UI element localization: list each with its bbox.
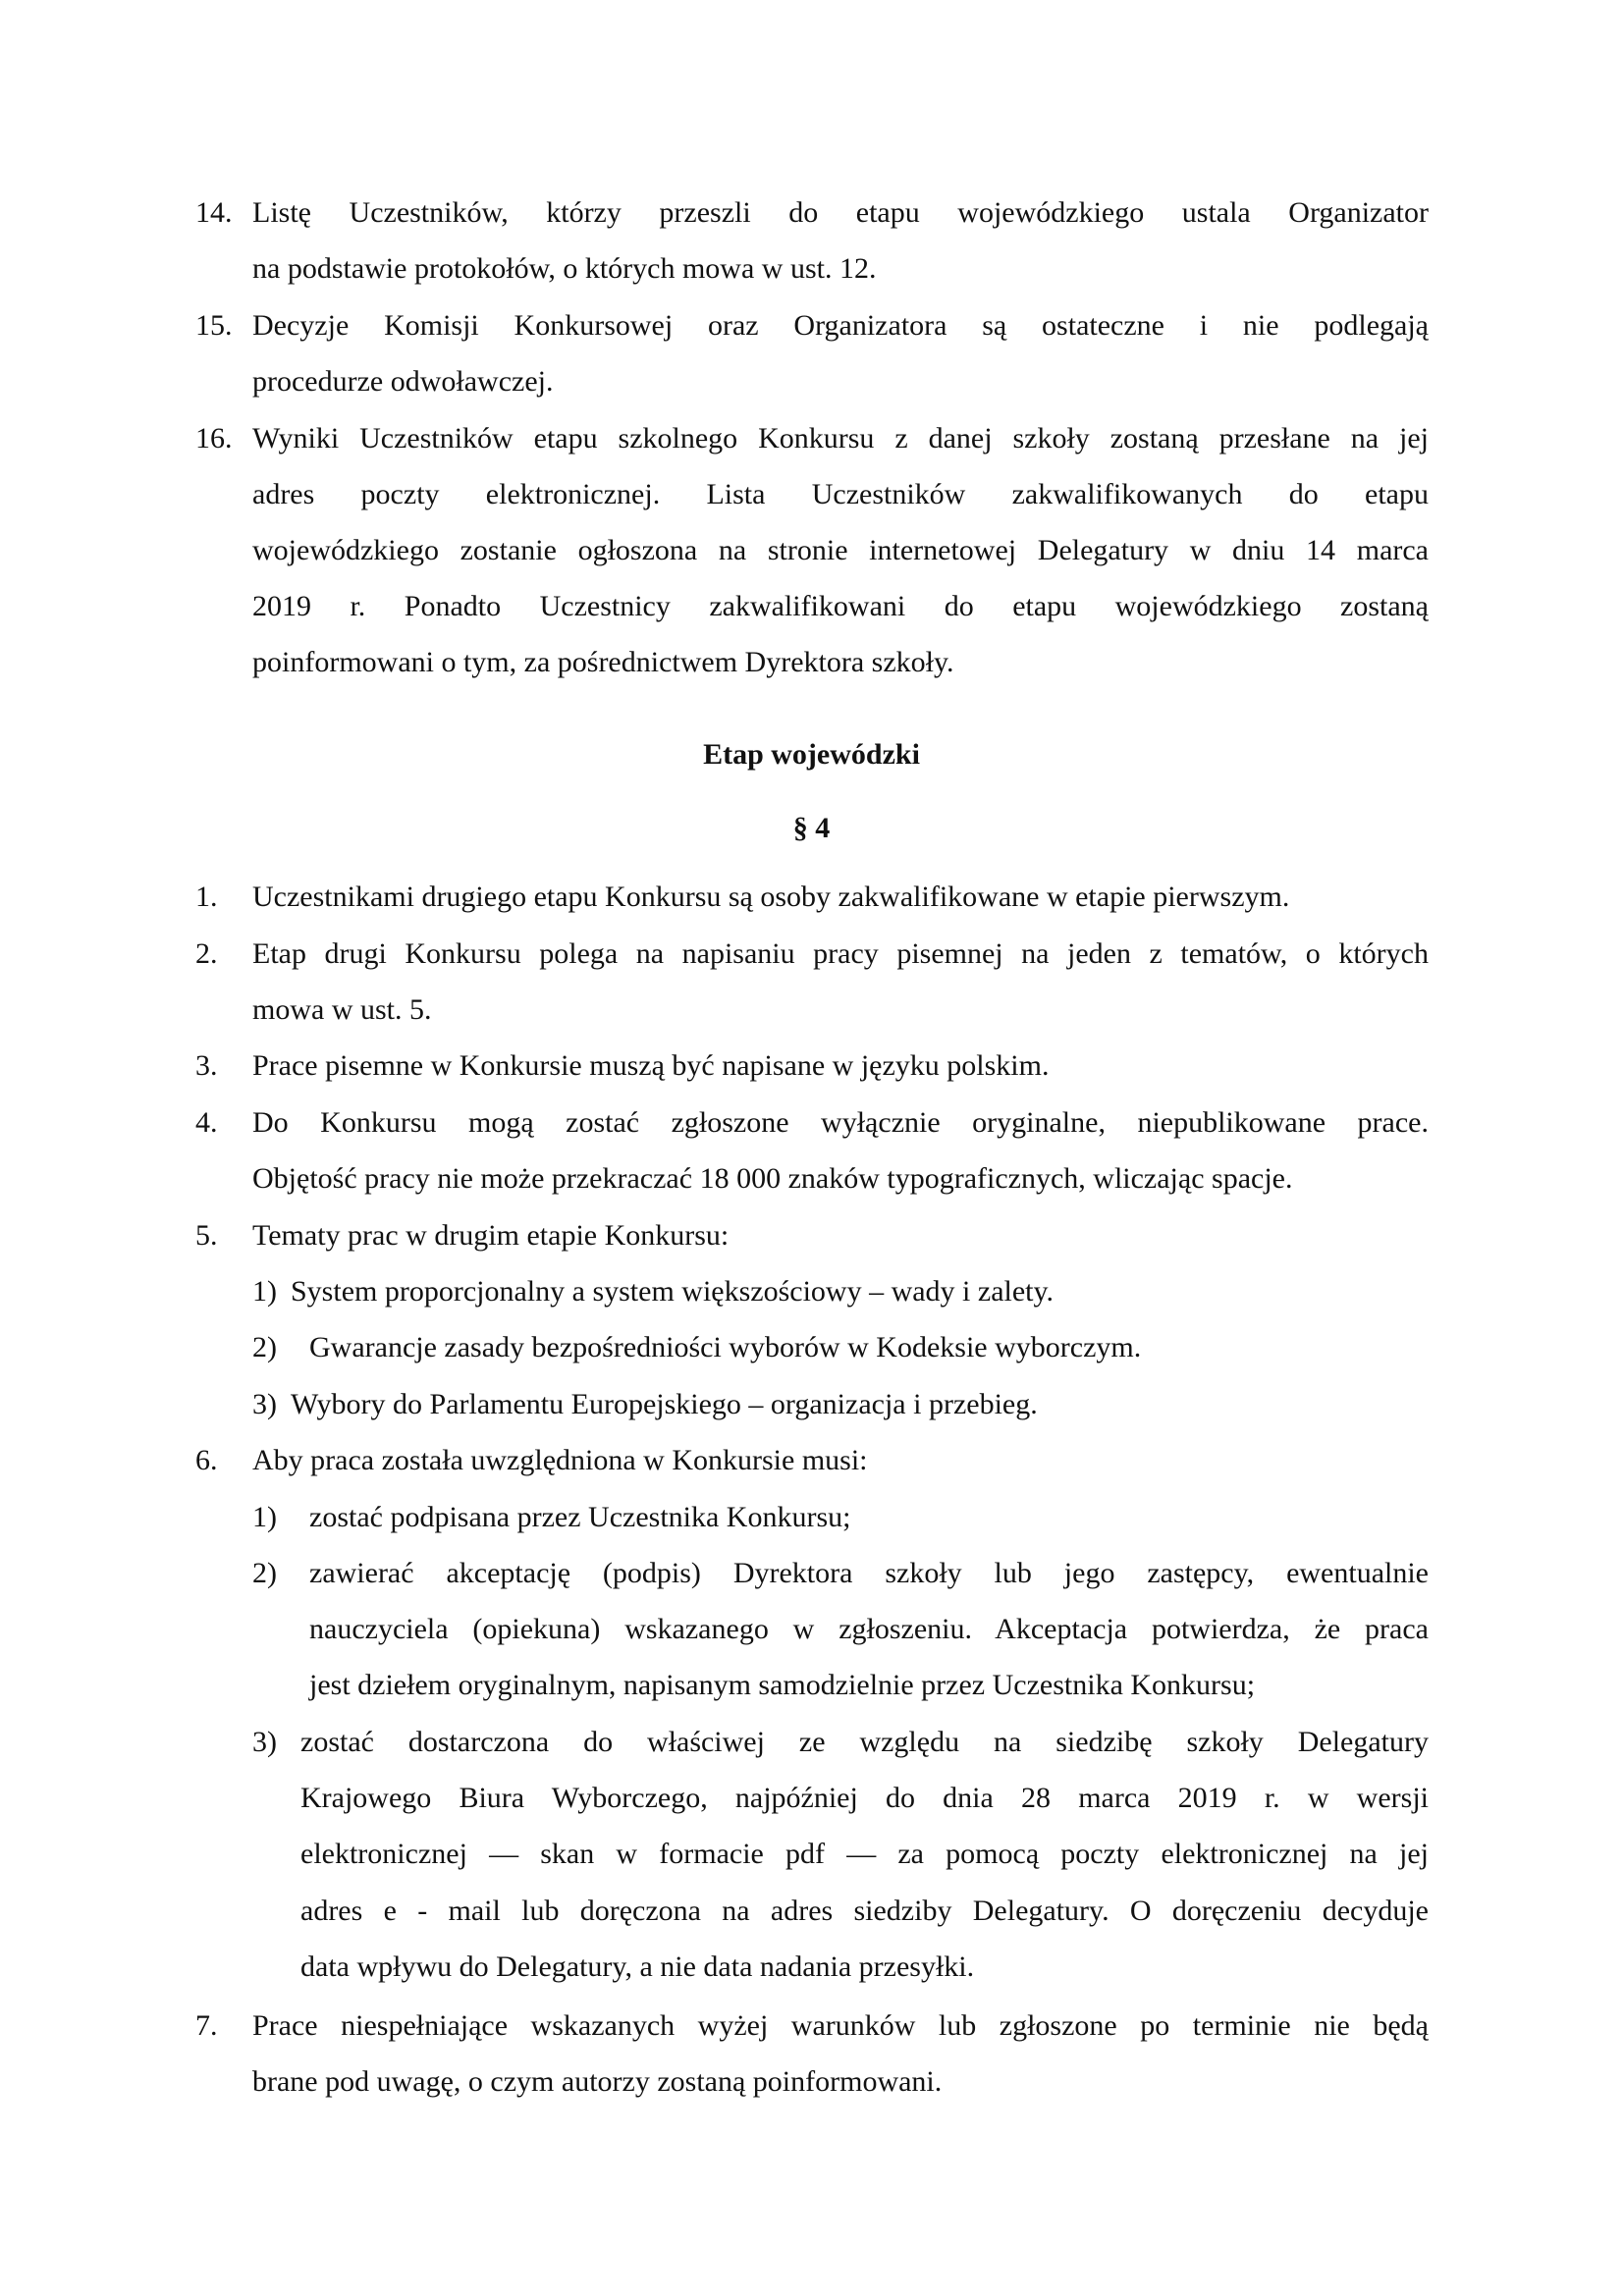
paragraph-mark: § 4 (792, 812, 831, 844)
subitem-text-line: System proporcjonalny a system większościowy – wady i zalety. (291, 1275, 1055, 1308)
item-text-line: Prace niespełniające wskazanych wyżej warunków lub zgłoszone po terminie nie będą (252, 2009, 1429, 2042)
subitem-text-line: adres e - mail lub doręczona na adres siedziby Delegatury. O doręczeniu decyduje (300, 1895, 1429, 1927)
item-text-line: poinformowani o tym, za pośrednictwem Dyrektora szkoły. (252, 646, 954, 678)
item-text-line: adres poczty elektronicznej. Lista Uczestników zakwalifikowanych do etapu (252, 478, 1429, 510)
subitem-text-line: zawierać akceptację (podpis) Dyrektora szkoły lub jego zastępcy, ewentualnie (309, 1557, 1429, 1589)
item-number: 15. (195, 309, 233, 342)
subitem-number: 2) (252, 1331, 277, 1363)
item-text-line: Objętość pracy nie może przekraczać 18 000 znaków typograficznych, wliczając spacje. (252, 1162, 1293, 1195)
subitem-text-line: zostać dostarczona do właściwej ze względu na siedzibę szkoły Delegatury (300, 1726, 1429, 1758)
item-text-line: na podstawie protokołów, o których mowa w ust. 12. (252, 252, 877, 285)
subitem-text-line: zostać podpisana przez Uczestnika Konkursu; (309, 1501, 851, 1533)
item-text-line: Uczestnikami drugiego etapu Konkursu są osoby zakwalifikowane w etapie pierwszym. (252, 881, 1290, 913)
subitem-number: 1) (252, 1501, 277, 1533)
item-number: 16. (195, 422, 233, 454)
item-text-line: Tematy prac w drugim etapie Konkursu: (252, 1219, 730, 1252)
item-text-line: mowa w ust. 5. (252, 993, 432, 1026)
item-number: 4. (195, 1106, 218, 1139)
section-heading: Etap wojewódzki (703, 738, 920, 771)
item-text-line: Do Konkursu mogą zostać zgłoszone wyłącznie oryginalne, niepublikowane prace. (252, 1106, 1429, 1139)
item-number: 7. (195, 2009, 218, 2042)
subitem-text-line: Gwarancje zasady bezpośredniości wyborów w Kodeksie wyborczym. (309, 1331, 1142, 1363)
subitem-text-line: Wybory do Parlamentu Europejskiego – organizacja i przebieg. (291, 1388, 1038, 1420)
subitem-text-line: elektronicznej — skan w formacie pdf — za pomocą poczty elektronicznej na jej (300, 1838, 1429, 1870)
item-number: 5. (195, 1219, 218, 1252)
item-text-line: Prace pisemne w Konkursie muszą być napisane w języku polskim. (252, 1049, 1050, 1082)
subitem-number: 2) (252, 1557, 277, 1589)
item-number: 3. (195, 1049, 218, 1082)
item-text-line: Decyzje Komisji Konkursowej oraz Organizatora są ostateczne i nie podlegają (252, 309, 1429, 342)
subitem-text-line: data wpływu do Delegatury, a nie data nadania przesyłki. (300, 1950, 975, 1983)
item-number: 6. (195, 1444, 218, 1476)
subitem-number: 3) (252, 1388, 277, 1420)
subitem-text-line: Krajowego Biura Wyborczego, najpóźniej do dnia 28 marca 2019 r. w wersji (300, 1782, 1429, 1814)
item-number: 1. (195, 881, 218, 913)
item-number: 14. (195, 196, 233, 229)
item-text-line: Listę Uczestników, którzy przeszli do etapu wojewódzkiego ustala Organizator (252, 196, 1429, 229)
subitem-text-line: jest dziełem oryginalnym, napisanym samodzielnie przez Uczestnika Konkursu; (309, 1669, 1256, 1701)
item-text-line: procedurze odwoławczej. (252, 365, 554, 398)
subitem-number: 3) (252, 1726, 277, 1758)
item-text-line: 2019 r. Ponadto Uczestnicy zakwalifikowani do etapu wojewódzkiego zostaną (252, 590, 1429, 622)
item-text-line: Etap drugi Konkursu polega na napisaniu pracy pisemnej na jeden z tematów, o których (252, 937, 1429, 970)
item-number: 2. (195, 937, 218, 970)
subitem-number: 1) (252, 1275, 277, 1308)
item-text-line: Aby praca została uwzględniona w Konkursie musi: (252, 1444, 868, 1476)
subitem-text-line: nauczyciela (opiekuna) wskazanego w zgłoszeniu. Akceptacja potwierdza, że praca (309, 1613, 1429, 1645)
item-text-line: brane pod uwagę, o czym autorzy zostaną poinformowani. (252, 2065, 943, 2098)
item-text-line: Wyniki Uczestników etapu szkolnego Konkursu z danej szkoły zostaną przesłane na jej (252, 422, 1429, 454)
item-text-line: wojewódzkiego zostanie ogłoszona na stronie internetowej Delegatury w dniu 14 marca (252, 534, 1429, 566)
